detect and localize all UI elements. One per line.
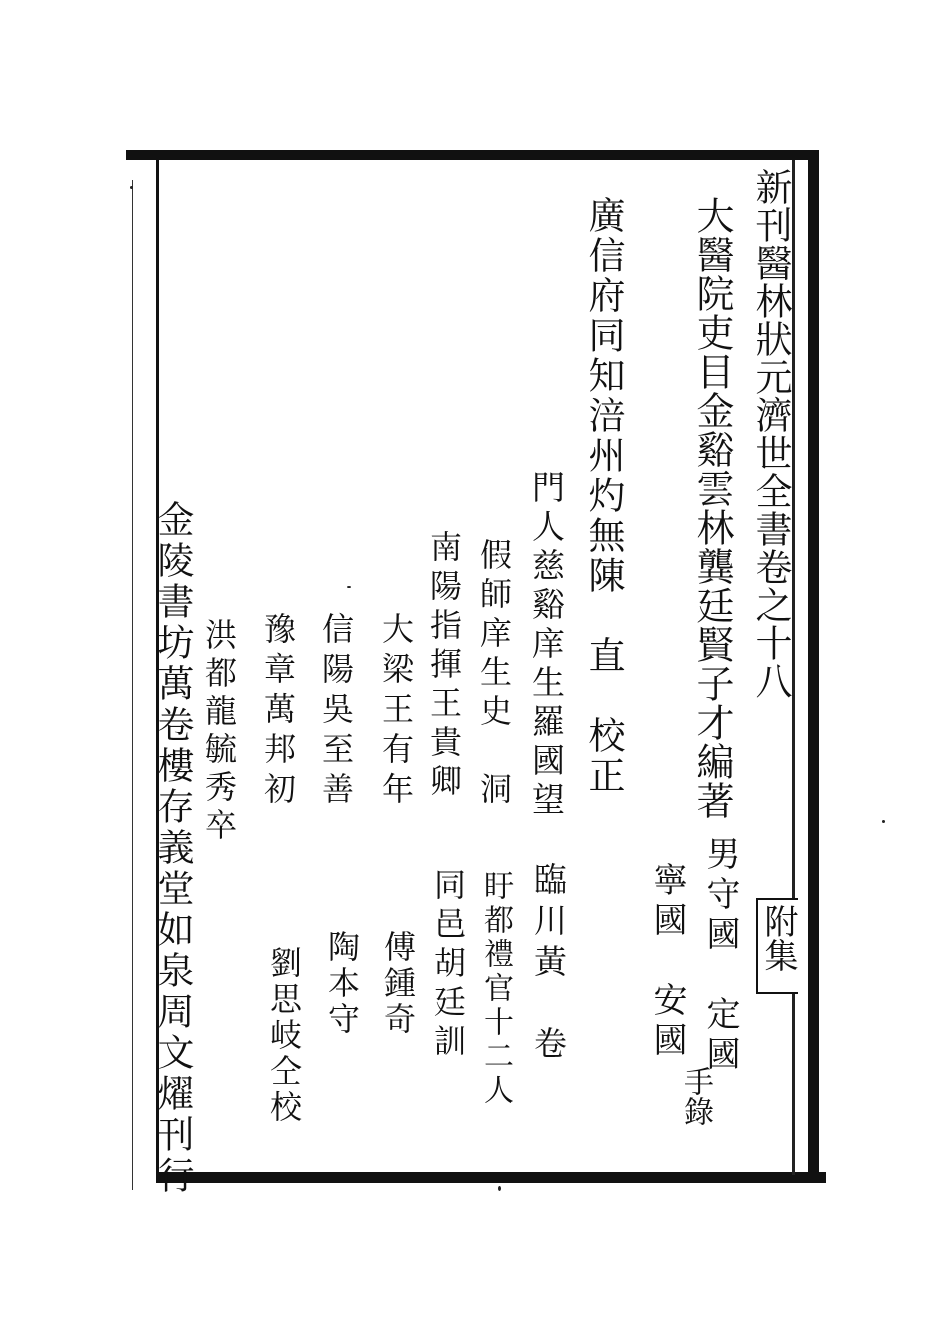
student-col-7: 洪都龍毓秀卒 — [200, 618, 238, 846]
student-col-5: 信陽吳至善 — [317, 612, 355, 812]
frame-bottom-border — [156, 1172, 826, 1183]
editor-line: 廣信府同知涪州灼無陳 直 校正 — [582, 196, 625, 796]
student-col-3: 南陽指揮王貴卿 — [425, 530, 463, 803]
margin-line — [132, 180, 133, 1190]
side-tab — [756, 898, 798, 994]
student-col-4b: 傅鍾奇 — [379, 930, 417, 1038]
ink-speck — [347, 586, 351, 588]
student-col-6: 豫章萬邦初 — [259, 612, 297, 812]
sons-line-1: 男守國 定國 — [700, 836, 740, 1076]
ink-speck — [130, 186, 133, 189]
volume-title: 新刊醫林狀元濟世全書卷之十八 — [749, 168, 792, 700]
frame-top-border — [126, 150, 816, 160]
frame-inner-rule — [792, 160, 795, 1175]
publisher-imprint: 金陵書坊萬卷樓存義堂如泉周文燿刊行 — [151, 500, 194, 1197]
student-col-2b: 盱都禮官十二人 — [478, 870, 513, 1108]
ink-speck — [498, 1186, 501, 1191]
ink-speck — [882, 820, 885, 823]
sons-sign: 手錄 — [678, 1066, 713, 1126]
side-tab-label: 附集 — [758, 904, 798, 972]
student-col-3b: 同邑胡廷訓 — [429, 868, 467, 1063]
student-col-2: 假師庠生史 洞 — [475, 538, 513, 811]
student-col-1b: 臨川黃 卷 — [529, 862, 568, 1067]
sons-line-2: 寧國 安國 — [647, 862, 687, 1062]
author-line: 大醫院吏目金谿雲林龔廷賢子才編著 — [690, 196, 734, 820]
student-col-1: 門人慈谿庠生羅國望 — [527, 470, 566, 821]
student-col-6b: 劉思岐仝校 — [265, 946, 303, 1126]
frame-right-border — [808, 150, 819, 1183]
student-col-5b: 陶本守 — [323, 930, 361, 1038]
student-col-4: 大梁王有年 — [377, 612, 415, 812]
